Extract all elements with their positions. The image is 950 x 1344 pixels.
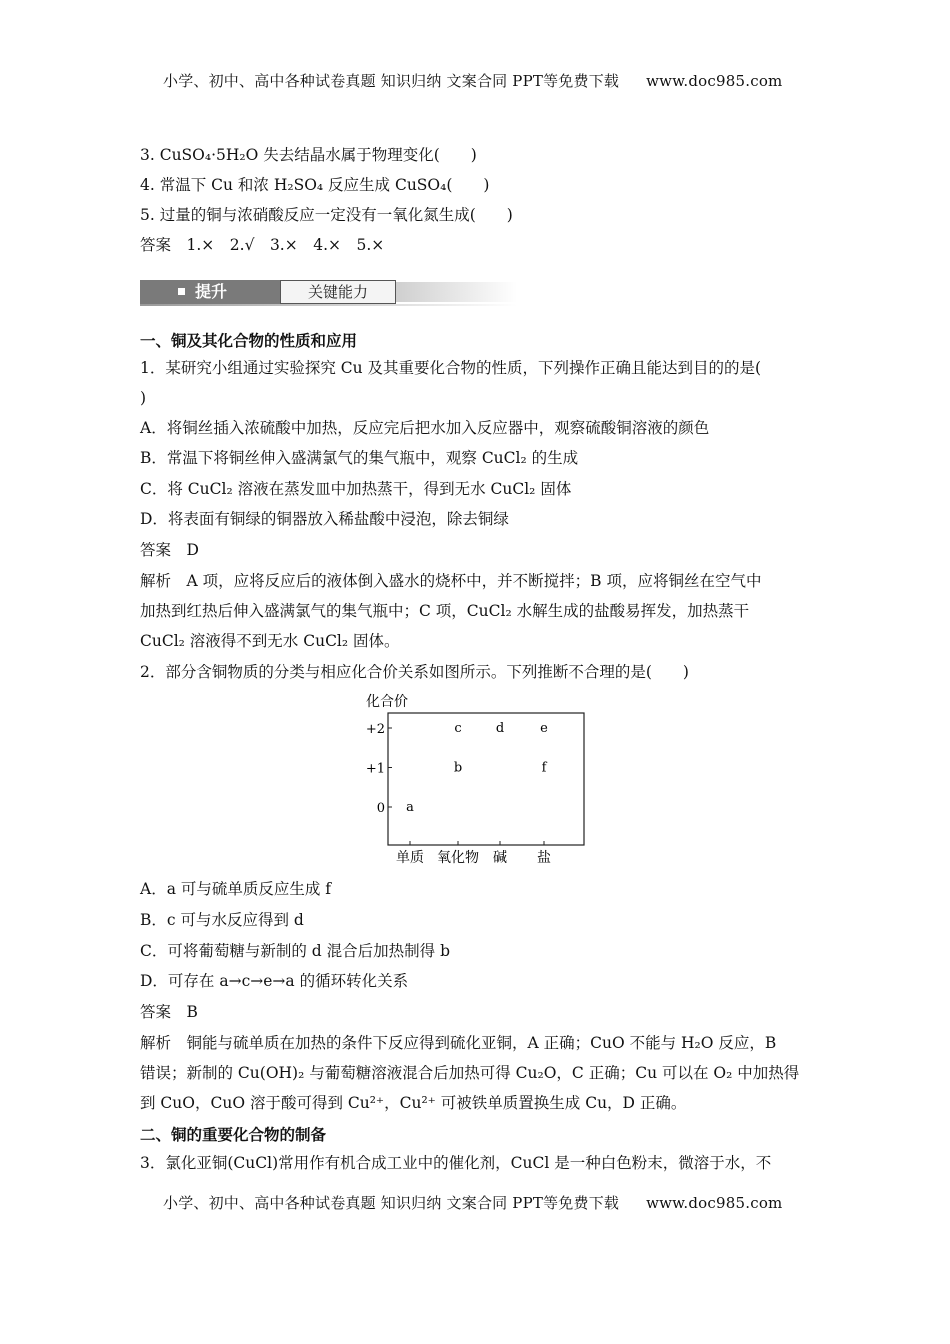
q1-answer: 答案 D <box>140 541 199 559</box>
q2-stem: 2．部分含铜物质的分类与相应化合价关系如图所示。下列推断不合理的是( ) <box>140 663 689 681</box>
x-tick-label: 盐 <box>537 850 551 866</box>
judge-item-5: 5. 过量的铜与浓硝酸反应一定没有一氧化氮生成( ) <box>140 206 513 224</box>
footer-url: www.doc985.com <box>646 1194 783 1212</box>
point-label-a: a <box>406 800 414 815</box>
q1-analysis-2: 加热到红热后伸入盛满氯气的集气瓶中；C 项，CuCl₂ 水解生成的盐酸易挥发，加热蒸干 <box>140 602 750 620</box>
banner-right: 关键能力 <box>280 280 396 304</box>
section-banner <box>140 277 517 307</box>
point-label-c: c <box>454 721 462 736</box>
q3-stem: 3．氯化亚铜(CuCl)常用作有机合成工业中的催化剂，CuCl 是一种白色粉末，微溶于水，不 <box>140 1154 772 1172</box>
q1-option-b: B．常温下将铜丝伸入盛满氯气的集气瓶中，观察 CuCl₂ 的生成 <box>140 449 579 467</box>
banner-underline <box>140 304 517 306</box>
q1-stem-cont: ) <box>140 389 147 407</box>
banner-left <box>140 280 280 304</box>
q2-answer: 答案 B <box>140 1003 198 1021</box>
q2-option-d: D．可存在 a→c→e→a 的循环转化关系 <box>140 972 409 990</box>
chart-frame <box>388 713 584 845</box>
judge-answer: 答案 1.× 2.√ 3.× 4.× 5.× <box>140 236 385 254</box>
q2-analysis-3: 到 CuO，CuO 溶于酸可得到 Cu²⁺，Cu²⁺ 可被铁单质置换生成 Cu，D 正确。 <box>140 1094 687 1112</box>
q1-analysis-1: 解析 A 项，应将反应后的液体倒入盛水的烧杯中，并不断搅拌；B 项，应将铜丝在空气中 <box>140 572 762 590</box>
q1-option-c: C．将 CuCl₂ 溶液在蒸发皿中加热蒸干，得到无水 CuCl₂ 固体 <box>140 480 572 498</box>
point-label-b: b <box>453 760 463 776</box>
banner-left-label: 提升 <box>195 282 228 301</box>
square-icon <box>178 288 185 295</box>
y-tick-label: +1 <box>365 761 385 777</box>
y-tick-label: 0 <box>376 801 385 816</box>
valence-chart <box>350 688 600 870</box>
q1-option-d: D．将表面有铜绿的铜器放入稀盐酸中浸泡，除去铜绿 <box>140 510 509 528</box>
y-tick-label: +2 <box>365 722 385 737</box>
page-header <box>163 70 782 91</box>
q2-option-c: C．可将葡萄糖与新制的 d 混合后加热制得 b <box>140 942 450 960</box>
point-label-d: d <box>495 721 505 736</box>
page-footer <box>163 1192 782 1213</box>
x-tick-label: 碱 <box>493 850 507 866</box>
section1-title: 一、铜及其化合物的性质和应用 <box>140 331 358 350</box>
q2-option-b: B．c 可与水反应得到 d <box>140 911 304 929</box>
q1-stem: 1．某研究小组通过实验探究 Cu 及其重要化合物的性质，下列操作正确且能达到目的的是( <box>140 359 762 377</box>
q2-analysis-2: 错误；新制的 Cu(OH)₂ 与葡萄糖溶液混合后加热可得 Cu₂O，C 正确；Cu 可以在 O₂ 中加热得 <box>140 1064 800 1082</box>
q2-option-a: A．a 可与硫单质反应生成 f <box>140 880 332 898</box>
judge-item-3: 3. CuSO₄·5H₂O 失去结晶水属于物理变化( ) <box>140 146 477 164</box>
banner-fade <box>396 282 517 302</box>
y-axis-label: 化合价 <box>366 694 408 710</box>
section2-title: 二、铜的重要化合物的制备 <box>140 1125 327 1144</box>
point-label-f: f <box>541 760 547 776</box>
q2-analysis-1: 解析 铜能与硫单质在加热的条件下反应得到硫化亚铜，A 正确；CuO 不能与 H₂O 反应，B <box>140 1034 777 1052</box>
header-url: www.doc985.com <box>646 72 783 90</box>
judge-item-4: 4. 常温下 Cu 和浓 H₂SO₄ 反应生成 CuSO₄( ) <box>140 176 490 194</box>
q1-analysis-3: CuCl₂ 溶液得不到无水 CuCl₂ 固体。 <box>140 632 400 650</box>
x-tick-label: 氧化物 <box>437 850 479 866</box>
q1-option-a: A．将铜丝插入浓硫酸中加热，反应完后把水加入反应器中，观察硫酸铜溶液的颜色 <box>140 419 710 437</box>
footer-text: 小学、初中、高中各种试卷真题 知识归纳 文案合同 PPT等免费下载 <box>163 1194 620 1212</box>
point-label-e: e <box>540 721 548 736</box>
x-tick-label: 单质 <box>396 850 424 866</box>
header-text: 小学、初中、高中各种试卷真题 知识归纳 文案合同 PPT等免费下载 <box>163 72 620 90</box>
